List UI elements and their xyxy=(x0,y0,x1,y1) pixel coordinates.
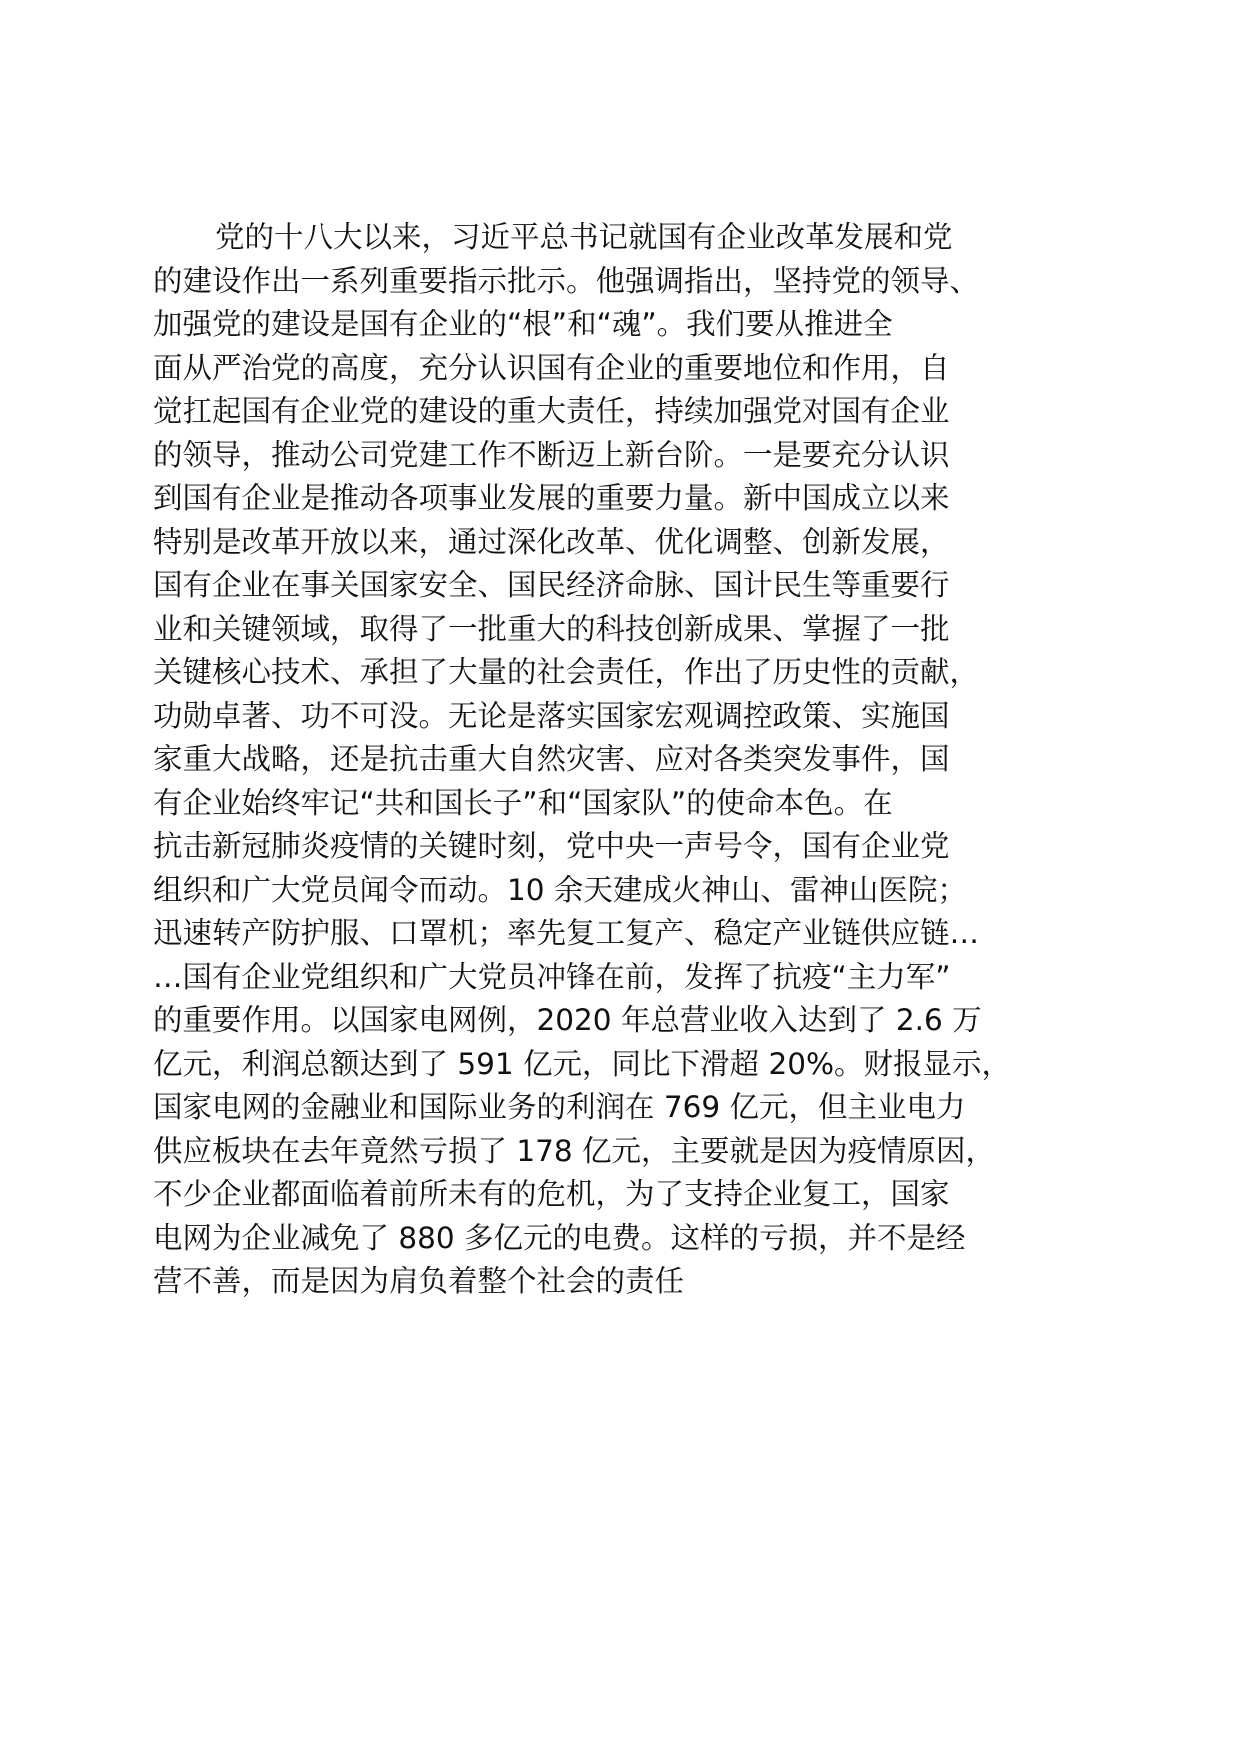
paragraph-line: 特别是改革开放以来，通过深化改革、优化调整、创新发展， xyxy=(153,524,950,559)
paragraph-line: 的重要作用。以国家电网例，2020 年总营业收入达到了 2.6 万 xyxy=(153,1003,982,1037)
paragraph-line: 有企业始终牢记“共和国长子”和“国家队”的使命本色。在 xyxy=(153,785,893,820)
paragraph-line: 的领导，推动公司党建工作不断迈上新台阶。一是要充分认识 xyxy=(153,437,950,472)
paragraph-line: 家重大战略，还是抗击重大自然灾害、应对各类突发事件，国 xyxy=(153,742,950,776)
paragraph-line: 党的十八大以来，习近平总书记就国有企业改革发展和党 xyxy=(215,220,953,254)
paragraph-line: 关键核心技术、承担了大量的社会责任，作出了历史性的贡献， xyxy=(153,655,980,689)
paragraph-line: 亿元，利润总额达到了 591 亿元，同比下滑超 20%。财报显示， xyxy=(153,1046,1012,1081)
paragraph-line: 营不善，而是因为肩负着整个社会的责任 xyxy=(153,1264,685,1298)
paragraph-line: 国有企业在事关国家安全、国民经济命脉、国计民生等重要行 xyxy=(153,568,950,602)
paragraph-line: 组织和广大党员闻令而动。10 余天建成火神山、雷神山医院； xyxy=(153,872,967,907)
paragraph-line: 不少企业都面临着前所未有的危机，为了支持企业复工，国家 xyxy=(153,1177,950,1211)
body-paragraph xyxy=(153,216,1093,1304)
paragraph-line: 觉扛起国有企业党的建设的重大责任，持续加强党对国有企业 xyxy=(153,394,950,428)
paragraph-line: 供应板块在去年竟然亏损了 178 亿元，主要就是因为疫情原因， xyxy=(153,1133,996,1168)
paragraph-line: 功勋卓著、功不可没。无论是落实国家宏观调控政策、实施国 xyxy=(153,698,950,733)
paragraph-line: 的建设作出一系列重要指示批示。他强调指出，坚持党的领导、 xyxy=(153,263,980,298)
paragraph-line: 国家电网的金融业和国际业务的利润在 769 亿元，但主业电力 xyxy=(153,1090,966,1124)
paragraph-line: …国有企业党组织和广大党员冲锋在前，发挥了抗疫“主力军” xyxy=(153,959,951,994)
paragraph-line: 迅速转产防护服、口罩机；率先复工复产、稳定产业链供应链… xyxy=(153,916,980,950)
paragraph-line: 面从严治党的高度，充分认识国有企业的重要地位和作用，自 xyxy=(153,350,950,385)
paragraph-line: 到国有企业是推动各项事业发展的重要力量。新中国成立以来 xyxy=(153,481,950,515)
paragraph-line: 电网为企业减免了 880 多亿元的电费。这样的亏损，并不是经 xyxy=(153,1220,966,1255)
paragraph-line: 业和关键领域，取得了一批重大的科技创新成果、掌握了一批 xyxy=(153,611,950,646)
paragraph-line: 加强党的建设是国有企业的“根”和“魂”。我们要从推进全 xyxy=(153,307,893,341)
paragraph-line: 抗击新冠肺炎疫情的关键时刻，党中央一声号令，国有企业党 xyxy=(153,829,950,863)
